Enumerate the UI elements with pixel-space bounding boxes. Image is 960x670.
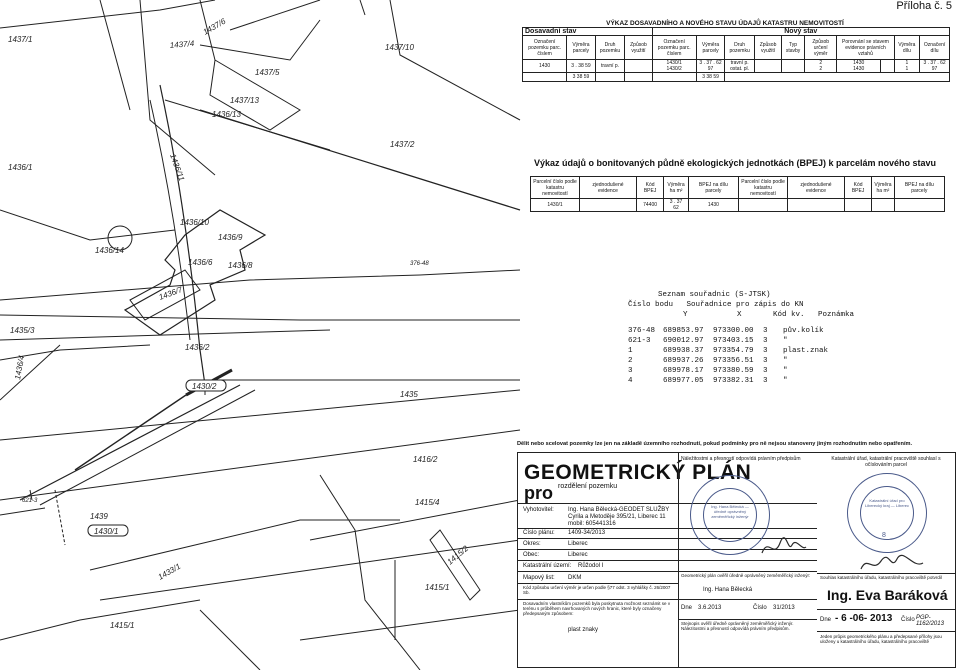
parcel-label: 1436/10	[180, 218, 209, 227]
coord-cell: 4	[628, 377, 633, 385]
table-cell: 3 . 37 62	[664, 199, 688, 212]
table-cell	[788, 199, 845, 212]
table-cell	[754, 60, 781, 73]
table-cell: 1430 1430	[837, 60, 881, 73]
table-cell	[782, 60, 805, 73]
office-number: PGP-1162/2013	[916, 615, 944, 627]
parcel-label: 1436/11	[168, 152, 187, 183]
coord-cell: pův.kolík	[783, 327, 824, 335]
table-cell	[580, 199, 637, 212]
col-header: Výměra ha m²	[872, 177, 894, 199]
verify-number-label: Číslo	[753, 605, 767, 611]
office-date-label: Dne	[820, 617, 832, 623]
office-signer-name: Ing. Eva Baráková	[827, 587, 948, 603]
verify-number: 31/2013	[773, 605, 795, 611]
engineer-signature	[758, 533, 808, 563]
table-cell	[652, 73, 696, 82]
table-cell: travní p.	[595, 60, 625, 73]
col-header: Druh pozemku	[725, 36, 755, 60]
parcel-label: 1437/10	[385, 43, 414, 52]
gp-address: Cyrila a Metoděje 395/21, Liberec 11	[568, 514, 666, 520]
parcel-label: 1436/9	[218, 233, 243, 242]
area-method-note: Kód způsobu určení výměr je určen podle §77 odst. 3 vyhlášky č. 26/2007 Sb.	[523, 585, 671, 595]
coord-cell: 973403.15	[713, 337, 754, 345]
cadastral-area-label: Katastrální území:	[523, 563, 572, 569]
col-header: Způsob využití	[625, 36, 652, 60]
office-number-label: Číslo	[901, 617, 915, 623]
coord-cell: 690012.97	[663, 337, 704, 345]
col-header: Parcelní číslo podle katastru nemovitostí	[739, 177, 788, 199]
office-stamp-text: Katastrální úřad pro Liberecký kraj — Liberec	[864, 498, 910, 508]
coord-cell: "	[783, 337, 788, 345]
district-label: Okres:	[523, 541, 541, 547]
table-cell: 3 . 38 59	[567, 60, 595, 73]
owners-note: Dosavadním vlastníkům pozemků byla poskytnuta možnost seznámit se v terénu s průběhem navrhovaných nových hranic, které byly označeny předepsaným způsobem:	[523, 601, 671, 616]
table-cell: 1 1	[894, 60, 920, 73]
parcel-label: 1416/2	[413, 455, 438, 464]
parcel-label: 1439	[90, 512, 108, 521]
coord-cell: "	[783, 377, 788, 385]
cadastral-area: Růžodol I	[578, 563, 604, 569]
coord-cell: 973354.79	[713, 347, 754, 355]
coord-row	[628, 336, 854, 346]
boundary-marks: plast znaky	[568, 627, 599, 633]
parcel-label: 1415/1	[425, 583, 450, 592]
col-header: Způsob určení výměr	[804, 36, 836, 60]
coord-cell: 3	[763, 367, 768, 375]
bpej-table	[530, 176, 945, 212]
table-cell: 3 . 37 . 62 97	[696, 60, 724, 73]
table-cell	[739, 199, 788, 212]
municipality: Liberec	[568, 552, 588, 558]
point-label: 376-48	[410, 261, 429, 267]
office-stamp-number: 8	[882, 532, 886, 539]
coord-cell: 3	[763, 357, 768, 365]
coord-cell: "	[783, 357, 788, 365]
col-header: Kód BPEJ	[844, 177, 871, 199]
parcel-label: 1437/6	[201, 16, 228, 37]
coord-cell: 376-48	[628, 327, 656, 335]
table-cell	[844, 199, 871, 212]
geodet-label: Geometrický plán ověřil úředně oprávněný zeměměřický inženýr:	[681, 573, 811, 578]
coord-cell: 3	[763, 337, 768, 345]
vykaz-right-title: Nový stav	[652, 28, 949, 36]
coord-cell: 3	[628, 367, 633, 375]
copy-verification-note: Stejnopis ověřil úředně oprávněný zeměměřický inženýr. Nálezitostmi a přesností odpovídá právním předpisům.	[681, 621, 794, 631]
vykaz-table	[522, 27, 950, 82]
verify-date: 3.6.2013	[698, 605, 722, 611]
parcel-label: 1436/7	[157, 285, 184, 302]
coord-row	[628, 346, 854, 356]
table-cell: 1430	[688, 199, 738, 212]
geodet-name: Ing. Hana Bělecká	[703, 587, 753, 593]
col-header: zjednodušené evidence	[788, 177, 845, 199]
table-cell: 74400	[636, 199, 663, 212]
col-header: Druh pozemku	[595, 36, 625, 60]
cadastral-office-box	[817, 452, 956, 668]
coord-cell: 3	[763, 377, 768, 385]
coordinate-list	[628, 290, 854, 386]
col-header: Označení pozemku parc. číslem	[652, 36, 696, 60]
coord-cell: 973382.31	[713, 377, 754, 385]
district: Liberec	[568, 541, 588, 547]
parcel-label: 1433/1	[156, 561, 183, 582]
col-header: Kód BPEJ	[636, 177, 663, 199]
coord-cell: 973380.59	[713, 367, 754, 375]
gp-pro: pro	[524, 483, 553, 503]
col-header: BPEJ na dílu parcely	[894, 177, 944, 199]
col-header: zjednodušené evidence	[580, 177, 637, 199]
table-cell	[523, 73, 567, 82]
map-sheet-label: Mapový list:	[523, 575, 555, 581]
table-cell: 1430/1 1430/2	[652, 60, 696, 73]
table-cell: 1430/1	[531, 199, 580, 212]
parcel-label: 1436/2	[185, 343, 210, 352]
coord-row	[628, 366, 854, 376]
parcel-label: 1435/3	[10, 326, 35, 335]
gp-author: Ing. Hana Bělecká-GEODET SLUŽBY	[568, 507, 670, 513]
gp-title: GEOMETRICKÝ PLÁN	[524, 461, 752, 484]
table-cell	[725, 73, 950, 82]
table-cell	[872, 199, 894, 212]
coord-cell: 3	[763, 327, 768, 335]
col-header: Označení dílu	[920, 36, 950, 60]
parcel-label: 1415/1	[110, 621, 135, 630]
coord-cell: "	[783, 367, 788, 375]
coord-subtitle: Číslo bodu Souřadnice pro zápis do KN	[628, 301, 804, 309]
col-header: Výměra parcely	[696, 36, 724, 60]
parcel-label: 1435	[400, 390, 418, 399]
office-consent: Katastrální úřad, katastrální pracoviště souhlasí s očíslováním parcel	[831, 456, 941, 468]
sum-right: 3 38 59	[696, 73, 724, 82]
col-header: Výměra dílu	[894, 36, 920, 60]
table-cell: travní p. ostat. pl.	[725, 60, 755, 73]
parcel-label: 1437/13	[230, 96, 259, 105]
office-stamp	[847, 473, 927, 553]
parcel-label: 1436/13	[212, 110, 241, 119]
col-header: Způsob využití	[754, 36, 781, 60]
col-header: Označení pozemku parc. číslem	[523, 36, 567, 60]
map-sheet: DKM	[568, 575, 582, 581]
col-header: Výměra parcely	[567, 36, 595, 60]
gp-phone: mobil: 605441316	[568, 521, 616, 527]
office-signature	[857, 553, 927, 575]
parcel-label: 1415/4	[415, 498, 440, 507]
geometric-plan-box	[517, 452, 819, 668]
table-cell	[894, 199, 944, 212]
parcel-label: 1436/6	[188, 258, 213, 267]
col-header: Výměra ha m²	[664, 177, 688, 199]
parcel-label: 1437/2	[390, 140, 415, 149]
table-cell: 3 . 37 . 62 97	[920, 60, 950, 73]
table-cell: 2 2	[804, 60, 836, 73]
attachment-label: Příloha č. 5	[896, 0, 952, 12]
parcel-label: 1436/14	[95, 246, 124, 255]
table-cell	[881, 60, 895, 73]
vykaz-left-title: Dosavadní stav	[523, 28, 653, 36]
parcel-label: 1437/4	[169, 38, 195, 50]
col-header: Typ stavby	[782, 36, 805, 60]
coord-title: Seznam souřadnic (S-JTSK)	[658, 291, 771, 299]
plan-number-label: Číslo plánu:	[523, 530, 555, 536]
col-header: Parcelní číslo podle katastru nemovitostí	[531, 177, 580, 199]
coord-cell: plast.znak	[783, 347, 829, 355]
verify-date-label: Dne	[681, 605, 693, 611]
legal-note: Dělit nebo scelovat pozemky lze jen na základě územního rozhodnutí, pokud podmínky pro ně nejsou stanoveny jiným rozhodnutím nebo opatřením.	[517, 441, 913, 447]
verification-text: Náležitostmi a přesností odpovídá právním předpisům	[681, 456, 801, 462]
coord-row	[628, 356, 854, 366]
point-label: 621-3	[22, 498, 38, 504]
office-signer-label: Souhlas katastrálního úřadu, katastrálního pracoviště potvrdil	[820, 575, 942, 580]
municipality-label: Obec:	[523, 552, 540, 558]
coord-rows	[628, 326, 854, 386]
col-header: Porovnání se stavem evidence právních vztahů	[837, 36, 894, 60]
table-cell	[625, 60, 652, 73]
table-cell: 1430	[523, 60, 567, 73]
coord-cell: 689977.05	[663, 377, 704, 385]
coord-columns: Y X Kód kv. Poznámka	[683, 311, 855, 319]
parcel-label: 1437/1	[8, 35, 33, 44]
parcel-label: 1436/8	[228, 261, 253, 270]
coord-row	[628, 376, 854, 386]
col-header: BPEJ na dílu parcely	[688, 177, 738, 199]
engineer-stamp-text: Ing. Hana Bělecká — úředně oprávněný zeměměřický inženýr	[711, 504, 749, 519]
parcel-label: 1436/4	[13, 354, 27, 381]
parcel-label: 1415/2	[445, 543, 471, 567]
sum-left: 3 38 59	[567, 73, 595, 82]
coord-cell: 973300.00	[713, 327, 754, 335]
parcel-label: 1437/5	[255, 68, 280, 77]
vykaz-title: VÝKAZ DOSAVADNÍHO A NOVÉHO STAVU ÚDAJŮ KATASTRU NEMOVITOSTÍ	[606, 20, 844, 27]
table-cell	[625, 73, 652, 82]
coord-cell: 689938.37	[663, 347, 704, 355]
plan-number: 1409-34/2013	[568, 530, 606, 536]
coord-row	[628, 326, 854, 336]
gp-author-label: Vyhotovitel:	[523, 507, 554, 513]
coord-cell: 689853.97	[663, 327, 704, 335]
coord-cell: 2	[628, 357, 633, 365]
gp-purpose: rozdělení pozemku	[558, 483, 618, 490]
table-cell	[595, 73, 625, 82]
coord-cell: 621-3	[628, 337, 651, 345]
coord-cell: 1	[628, 347, 633, 355]
bpej-title: Výkaz údajů o bonitovaných půdně ekologických jednotkách (BPEJ) k parcelám nového stavu	[533, 158, 937, 168]
coord-cell: 689978.17	[663, 367, 704, 375]
coord-cell: 973356.51	[713, 357, 754, 365]
office-date: - 6 -06- 2013	[835, 613, 893, 624]
parcel-label-boxed: 1430/2	[192, 382, 217, 391]
parcel-label-boxed: 1430/1	[94, 527, 119, 536]
parcel-label: 1436/1	[8, 163, 33, 172]
coord-cell: 689937.26	[663, 357, 704, 365]
coord-cell: 3	[763, 347, 768, 355]
office-footer: Jeden průpis geometrického plánu a předepsané přílohy jsou uloženy u katastrálního úřadu, katastrálního pracoviště	[820, 634, 942, 644]
